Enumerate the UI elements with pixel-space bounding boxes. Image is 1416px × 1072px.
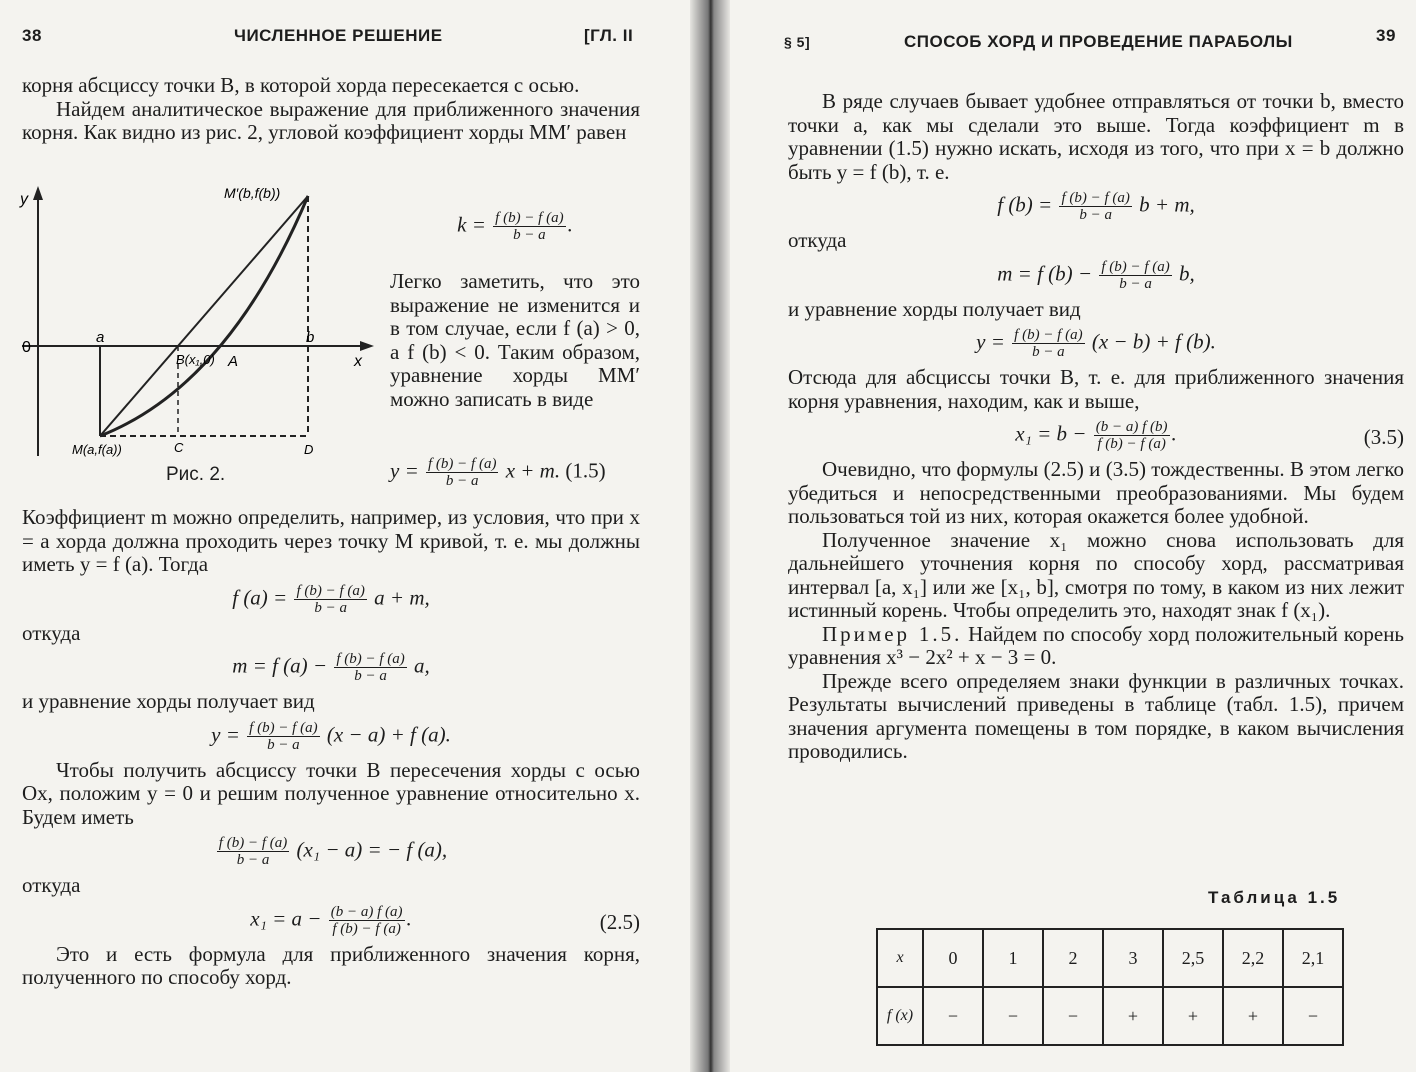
paragraph: Это и есть формула для приближенного значения корня, полученного по способу хорд. [22, 941, 640, 989]
formula-rhs: b + m, [1139, 192, 1195, 217]
paragraph: Очевидно, что формулы (2.5) и (3.5) тождественны. В этом легко убедиться и непосредственными преобразованиями. Мы будем пользоваться той из них, которая окажется более удобной. [788, 457, 1404, 528]
paragraph [22, 98, 640, 145]
fraction [217, 835, 289, 868]
fraction [426, 456, 498, 489]
formula-fb [788, 190, 1404, 223]
denominator: b − a [236, 852, 270, 868]
page-number: 39 [1376, 26, 1396, 45]
formula-y [788, 327, 1404, 360]
paragraph: Полученное значение x₁ можно снова использовать для дальнейшего уточнения корня по способу хорд, рассматривая интервал [a, x₁] или же [x₁, b], смотря по тому, в каком из них лежит истинный корень. Чтобы определить это, находят знак f (x₁). [788, 527, 1404, 622]
paragraph: В ряде случаев бывает удобнее отправляться от точки b, вместо точки a, как мы сделали это выше. Тогда коэффициент m в уравнении (1.5) нужно искать, исходя из того, что при x = b должно быть y = f (b), т. е. [788, 89, 1404, 184]
paragraph: и уравнение хорды получает вид [788, 296, 1081, 321]
table-cell-sign: + [1223, 987, 1283, 1045]
formula-m [788, 259, 1404, 292]
formula-m [22, 651, 640, 684]
fraction [329, 904, 405, 937]
example-label: Пример 1.5. [822, 621, 963, 646]
formula-3-5 [788, 419, 1404, 452]
chapter-ref: [ГЛ. II [584, 26, 634, 45]
fraction [294, 583, 366, 616]
denominator: b − a [1032, 344, 1065, 360]
formula-lhs: m = f (b) − [997, 260, 1093, 285]
figure-label-origin: 0 [22, 339, 31, 356]
formula-rhs: (x − b) + f (b). [1091, 329, 1216, 354]
fraction [1012, 327, 1084, 360]
table-caption: Таблица 1.5 [1208, 888, 1341, 907]
numerator: f (b) − f (a) [336, 651, 405, 667]
formula-rhs: (x₁ − a) = − f (a), [296, 837, 448, 862]
formula-y [22, 720, 640, 753]
right-running-head [730, 26, 1416, 50]
table-header-fx: f (x) [877, 987, 923, 1045]
fraction [247, 720, 319, 753]
paragraph: корня абсциссу точки B, в которой хорда пересекается с осью. [22, 73, 580, 97]
formula-1-5 [390, 456, 640, 489]
figure-label-b: b [306, 329, 315, 346]
formula-fa [22, 583, 640, 616]
formula-rhs: a, [414, 653, 430, 678]
paragraph: Коэффициент m можно определить, например, из условия, что при x = a хорда должна проходить через точку M кривой, т. е. мы должны иметь y = f (a). Тогда [22, 505, 640, 576]
left-top-text [22, 74, 640, 145]
table-cell-x: 2,5 [1163, 929, 1223, 987]
formula-lhs: f (a) = [232, 584, 288, 609]
word-otkuda: откуда [22, 620, 81, 645]
figure-label-x: x [354, 353, 362, 370]
figure-label-D: D [304, 442, 314, 457]
left-page [0, 0, 690, 1072]
formula-k: k = $\frac{f (b) - f (a)}{b - a}$ . [457, 210, 573, 243]
table-cell-sign: + [1103, 987, 1163, 1045]
left-bottom-text [22, 506, 640, 990]
word-otkuda: откуда [788, 228, 847, 252]
denominator: b − a [445, 473, 479, 489]
table-cell-sign: − [1283, 987, 1343, 1045]
formula-rhs: x + m. [505, 458, 561, 483]
running-title: ЧИСЛЕННОЕ РЕШЕНИЕ [234, 26, 443, 45]
word-otkuda: откуда [22, 873, 81, 897]
table-cell-x: 2,2 [1223, 929, 1283, 987]
denominator: b − a [314, 599, 348, 616]
denominator: b − a [1119, 275, 1152, 292]
table-cell-sign: − [923, 987, 983, 1045]
equation-number: (1.5) [565, 458, 606, 483]
figure-label-Mprime: M′(b,f(b)) [224, 186, 281, 201]
denominator: f (b) − f (a) [332, 920, 401, 937]
formula-lhs: x₁ = b − [1015, 421, 1087, 446]
figure-label-a: a [96, 329, 105, 346]
table-header-x: x [877, 929, 923, 987]
formula-rhs: (x − a) + f (a). [326, 721, 451, 746]
table-row [877, 929, 1343, 987]
paragraph: и уравнение хорды получает вид [22, 689, 315, 713]
formula-rhs: b, [1179, 260, 1195, 285]
denominator: b − a [267, 736, 300, 753]
figure-label-C: C [174, 440, 184, 455]
table-cell-x: 2,1 [1283, 929, 1343, 987]
paragraph: Прежде всего определяем знаки функции в различных точках. Результаты вычислений приведены в таблице (табл. 1.5), причем значения аргумента помещены в том порядке, в каком вычисления проводились. [788, 668, 1404, 763]
denominator: f (b) − f (a) [1097, 436, 1166, 452]
paragraph: Отсюда для абсциссы точки B, т. е. для приближенного значения корня уравнения, находим, как и выше, [788, 365, 1404, 413]
equation-number: (3.5) [1363, 425, 1404, 449]
figure-chord-method [18, 186, 378, 466]
formula-lhs: x₁ = a − [250, 905, 322, 930]
formula-rhs: a + m, [374, 584, 430, 609]
table-cell-sign: − [1043, 987, 1103, 1045]
running-title: СПОСОБ ХОРД И ПРОВЕДЕНИЕ ПАРАБОЛЫ [904, 32, 1293, 51]
fraction [1094, 419, 1170, 452]
right-text [788, 90, 1404, 764]
figure-caption: Рис. 2. [166, 464, 226, 485]
formula-lhs: f (b) = [997, 192, 1053, 217]
figure-label-A: A [228, 353, 239, 370]
table-cell-x: 3 [1103, 929, 1163, 987]
numerator: f (b) − f (a) [1101, 258, 1170, 275]
numerator: f (b) − f (a) [218, 835, 288, 851]
table-cell-x: 1 [983, 929, 1043, 987]
example-text: Найдем по способу хорд положительный корень уравнения x³ − 2x² + x − 3 = 0. [788, 621, 1405, 669]
page-number: 38 [22, 26, 42, 45]
table-cell-x: 2 [1043, 929, 1103, 987]
numerator: f (b) − f (a) [1061, 190, 1130, 206]
table-cell-x: 0 [923, 929, 983, 987]
formula-dot: . [406, 905, 412, 930]
table-cell-sign: − [983, 987, 1043, 1045]
formula-lhs: m = f (a) − [232, 653, 328, 678]
denominator: b − a [513, 227, 546, 243]
formula-2-5 [22, 904, 640, 937]
paragraph-text: Найдем аналитическое выражение для приближенного значения корня. Как видно из рис. 2, угловой коэффициент хорды MM′ равен [22, 96, 640, 144]
table-cell-sign: + [1163, 987, 1223, 1045]
denominator: b − a [1079, 207, 1113, 223]
figure-label-M: M(a,f(a)) [72, 442, 122, 457]
formula-x1-equation [22, 835, 640, 868]
table-row [877, 987, 1343, 1045]
numerator: f (b) − f (a) [1014, 327, 1083, 343]
formula-lhs: k = [457, 212, 486, 237]
figure-label-y: y [20, 191, 28, 208]
formula-dot: . [1171, 421, 1177, 446]
numerator: (b − a) f (b) [1095, 419, 1168, 435]
right-page [730, 0, 1416, 1072]
fraction [493, 210, 565, 243]
numerator: f (b) − f (a) [428, 456, 497, 472]
book-gutter [690, 0, 730, 1072]
left-side-text [390, 270, 640, 411]
fraction [1059, 190, 1131, 223]
formula-lhs: y = [211, 721, 240, 746]
numerator: f (b) − f (a) [249, 719, 318, 736]
paragraph: Легко заметить, что это выражение не изменится и в том случае, если f (a) > 0, а f (b) < 0. Таким образом, уравнение хорды MM′ можно записать в виде [390, 269, 640, 411]
paragraph [788, 623, 1404, 670]
section-ref: § 5] [784, 34, 811, 50]
sign-table [876, 928, 1344, 1046]
numerator: f (b) − f (a) [495, 210, 564, 226]
paragraph: Чтобы получить абсциссу точки B пересечения хорды с осью Ox, положим y = 0 и решим полученное уравнение относительно x. Будем иметь [22, 757, 640, 829]
formula-lhs: y = [976, 329, 1005, 354]
formula-lhs: y = [390, 458, 419, 483]
denominator: b − a [354, 668, 387, 684]
figure-label-B: B(x₁,0) [176, 352, 215, 367]
fraction [1099, 259, 1171, 292]
equation-number: (2.5) [599, 909, 640, 934]
numerator: (b − a) f (a) [330, 903, 403, 920]
numerator: f (b) − f (a) [296, 582, 365, 599]
fraction [334, 651, 406, 684]
left-running-head [0, 26, 690, 50]
